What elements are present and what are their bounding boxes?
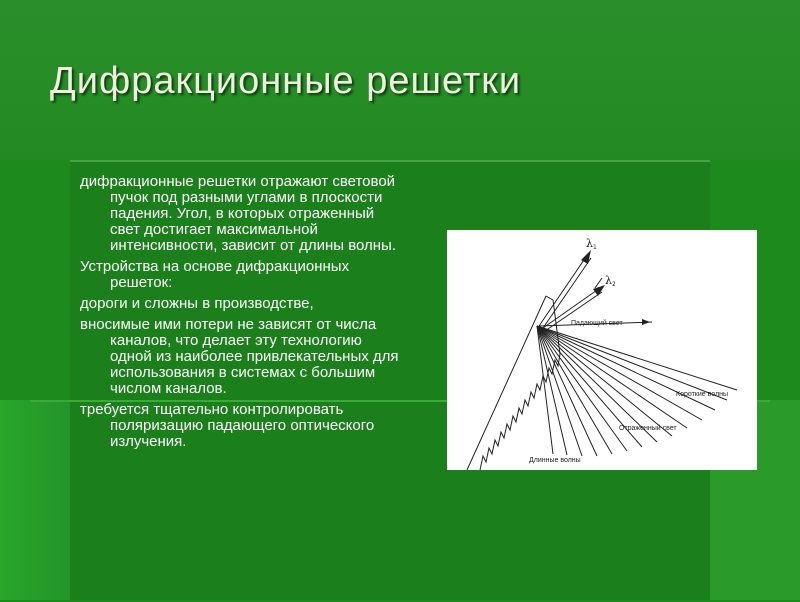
lambda1-beam bbox=[539, 254, 588, 326]
bullet-item: Устройства на основе дифракционных решеток: bbox=[80, 258, 350, 291]
lambda1-beam-2 bbox=[543, 258, 591, 328]
long-waves-label: Длинные волны bbox=[529, 457, 581, 464]
lambda1-subscript: 1 bbox=[593, 244, 597, 251]
title-divider bbox=[70, 160, 710, 162]
slide-title: Дифракционные решетки bbox=[50, 60, 522, 102]
incident-light-label: Падающий свет bbox=[571, 320, 623, 327]
grating-outer-edge bbox=[467, 296, 546, 470]
bullet-item: требуется тщательно контролировать поляризацию падающего оптического излучения. bbox=[80, 401, 375, 450]
incident-arrow-icon bbox=[642, 319, 650, 325]
lambda1-symbol: λ bbox=[586, 237, 593, 250]
lambda2-symbol: λ bbox=[605, 274, 612, 287]
bullet-item: вносимые ими потери не зависят от числа каналов, что делает эту технологию одной из наиболее привлекательных для использования в системах с большим числом каналов. bbox=[80, 316, 399, 397]
bullet-list bbox=[80, 174, 400, 455]
lambda2-subscript: 2 bbox=[612, 281, 616, 288]
bullet-item: дифракционные решетки отражают световой пучок под разными углами в плоскости падения. Угол, в которых отраженный свет достигает максимальной интенсивности, зависит от длины волны. bbox=[80, 173, 396, 254]
diagram-svg bbox=[447, 230, 757, 470]
diffraction-grating-diagram bbox=[447, 230, 757, 470]
reflected-light-label: Отраженный свет bbox=[619, 425, 677, 432]
short-waves-label: Короткие волны bbox=[676, 391, 728, 398]
bullet-item: дороги и сложны в производстве, bbox=[80, 295, 314, 312]
lambda2-arrow-icon bbox=[593, 285, 605, 296]
grating-top-cap bbox=[546, 296, 553, 300]
